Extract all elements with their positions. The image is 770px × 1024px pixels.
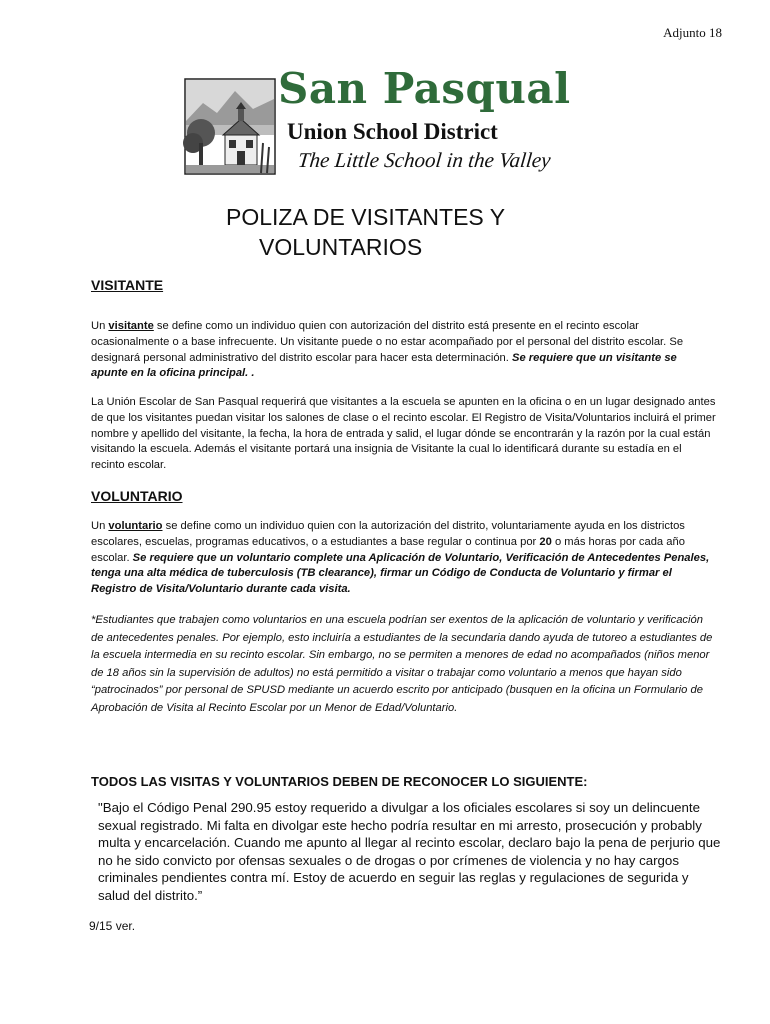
- attachment-label: Adjunto 18: [663, 25, 722, 40]
- student-volunteer-note: *Estudiantes que trabajen como voluntarios en una escuela podrían ser exentos de la aplicación de voluntario y verificación de antecedentes penales. Por ejemplo, esto incluiría a estudiantes de la secundaria dando ayuda de tutoreo a estudiantes de la escuela intermedia en su recinto escolar. Sin embargo, no se permiten a menores de edad no acompañados (niños menor de 18 años sin la supervisión de adultos) no está permitido a visitar o trabajar como voluntario a menos que hayan sido “patrocinados” por personal de SPUSD mediante un acuerdo escrito por anticipado (busquen en la oficina un Formulario de Aprobación de Visita al Recinto Escolar por un Menor de Edad/Voluntario.: [91, 614, 713, 714]
- page-title-line-1: POLIZA DE VISITANTES Y: [226, 204, 506, 230]
- schoolhouse-illustration-icon: [183, 73, 278, 176]
- voluntario-hours: 20: [539, 535, 552, 548]
- logo-district-name: Union School District: [287, 119, 498, 144]
- acknowledgement-heading: TODOS LAS VISITAS Y VOLUNTARIOS DEBEN DE RECONOCER LO SIGUIENTE:: [91, 774, 588, 789]
- version-label: 9/15 ver.: [89, 919, 136, 933]
- visitante-term: visitante: [108, 320, 154, 332]
- voluntario-heading: VOLUNTARIO: [91, 488, 183, 504]
- voluntario-requirement: Se requiere que un voluntario complete una Aplicación de Voluntario, Verificación de Antecedentes Penales, tenga una alta médica de tuberculosis (TB clearance), firmar un Código de Conducta de Voluntario y firmar el Registro de Visita/Voluntario durante cada visita.: [91, 551, 710, 596]
- visitante-requirement: Se requiere que un visitante se apunte en la oficina principal. .: [91, 351, 677, 380]
- visitante-registration-paragraph: La Unión Escolar de San Pasqual requerirá que visitantes a la escuela se apunten en la oficina o en un lugar designado antes de que los visitantes puedan visitar los salones de clase o el recinto escolar. El Registro de Visita/Voluntarios incluirá el primer nombre y apellido del visitante, la fecha, la hora de entrada y salid, el lugar dónde se encontrarán y la razón por la cual están visitando la escuela. Además el visitante portará una insignia de Visitante la cual lo identificará durante su estadía en el recinto escolar.: [91, 396, 716, 472]
- district-logo: [183, 64, 571, 180]
- page-title: [226, 202, 505, 262]
- page-title-line-2: VOLUNTARIOS: [259, 234, 423, 260]
- acknowledgement-quote: "Bajo el Código Penal 290.95 estoy requerido a divulgar a los oficiales escolares si soy un delincuente sexual registrado. Mi falta en divolgar este hecho podría resultar en mi arresto, prosecución y probably multa y encarcelación. Cuando me apunto al llegar al recinto escolar, declaro bajo la pena de perjurio que no he sido convicto por ofensas sexuales o de drogas o por crímenes de violencia y no hay cargos criminales pendientes contra mí. Estoy de acuerdo en seguir las reglas y regulaciones de segurida y salud del distrito.”: [98, 800, 721, 903]
- visitante-definition-paragraph: Un visitante se define como un individuo quien con autorización del distrito está presente en el recinto escolar ocasionalmente o a base infrecuente. Un visitante puede o no estar acompañado por el personal del distrito escolar. Se designará personal administrativo del distrito escolar para hacer esta determinación. Se requiere que un visitante se apunte en la oficina principal. .: [91, 320, 684, 380]
- logo-school-name: San Pasqual: [278, 64, 571, 113]
- visitante-heading: VISITANTE: [91, 277, 164, 293]
- voluntario-term: voluntario: [108, 520, 163, 532]
- voluntario-definition-paragraph: Un voluntario se define como un individuo quien con la autorización del distrito, voluntariamente ayuda en los districtos escolares, escuelas, programas educativos, o a estudiantes a base regular o continua por 20 o más horas por cada año escolar. Se requiere que un voluntario complete una Aplicación de Voluntario, Verificación de Antecedentes Penales, tenga una alta médica de tuberculosis (TB clearance), firmar un Código de Conducta de Voluntario y firmar el Registro de Visita/Voluntario durante cada visita.: [91, 520, 710, 596]
- logo-tagline: The Little School in the Valley: [296, 148, 552, 172]
